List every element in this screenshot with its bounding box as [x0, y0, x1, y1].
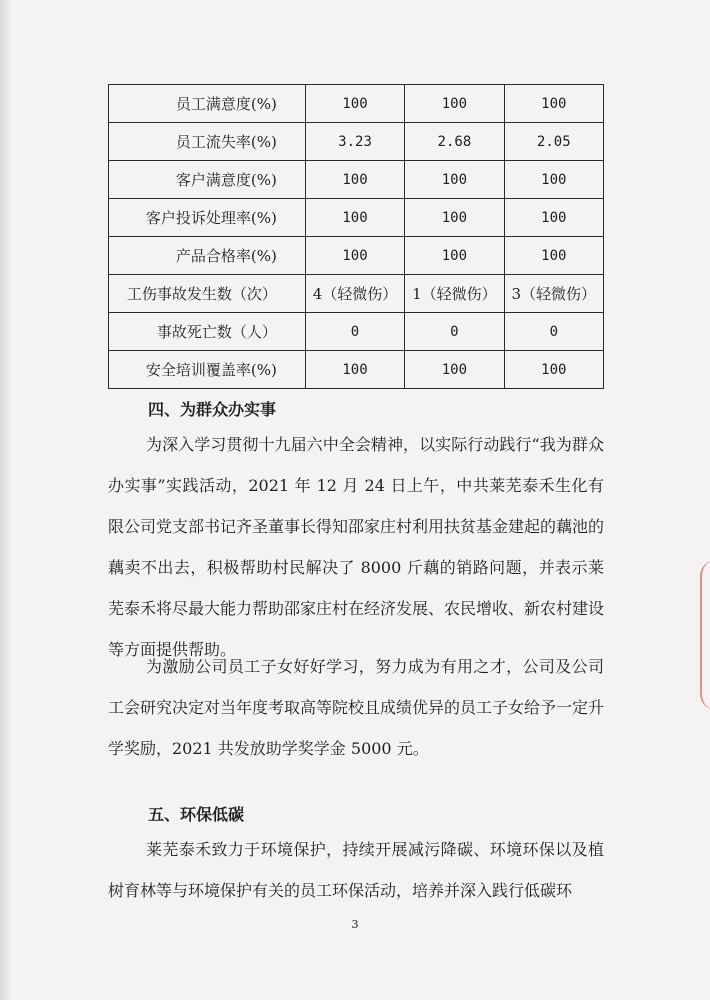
paragraph: 莱芜泰禾致力于环境保护，持续开展减污降碳、环境环保以及植树育林等与环境保护有关的员工环保活动，培养并深入践行低碳环: [108, 840, 604, 900]
red-seal-fragment: [700, 560, 710, 710]
table-cell: 4（轻微伤）: [305, 275, 404, 313]
section-heading: 四、为群众办实事: [148, 400, 277, 419]
table-row: [109, 275, 604, 313]
table-cell: 100: [405, 351, 504, 389]
table-row: [109, 123, 604, 161]
table-row: [109, 199, 604, 237]
table-row: [109, 351, 604, 389]
row-label: 员工流失率(%): [109, 123, 306, 161]
table-cell: 2.68: [405, 123, 504, 161]
table-cell: 100: [405, 161, 504, 199]
table-cell: 100: [405, 85, 504, 123]
table-cell: 0: [405, 313, 504, 351]
table-cell: 100: [305, 351, 404, 389]
table-cell: 100: [504, 237, 603, 275]
table-cell: 100: [504, 199, 603, 237]
page-number: 3: [351, 918, 359, 931]
row-label: 安全培训覆盖率(%): [109, 351, 306, 389]
metrics-table: [108, 84, 604, 389]
table-cell: 100: [504, 351, 603, 389]
table-cell: 100: [305, 85, 404, 123]
table-cell: 1（轻微伤）: [405, 275, 504, 313]
table-cell: 100: [305, 199, 404, 237]
paragraph: 为深入学习贯彻十九届六中全会精神，以实际行动践行“我为群众办实事”实践活动，2021 年 12 月 24 日上午，中共莱芜泰禾生化有限公司党支部书记齐圣董事长得知邵家庄村利用扶贫基金建起的藕池的藕卖不出去，积极帮助村民解决了 8000 斤藕的销路问题，并表示莱芜泰禾将尽最大能力帮助邵家庄村在经济发展、农民增收、新农村建设等方面提供帮助。: [108, 435, 605, 659]
row-label: 客户满意度(%): [109, 161, 306, 199]
table-cell: 100: [405, 237, 504, 275]
row-label: 事故死亡数（人）: [109, 313, 306, 351]
table-cell: 100: [504, 161, 603, 199]
row-label: 客户投诉处理率(%): [109, 199, 306, 237]
table-cell: 0: [504, 313, 603, 351]
scan-edge-shadow: [0, 0, 12, 1000]
table-row: [109, 313, 604, 351]
table-cell: 3.23: [305, 123, 404, 161]
table-cell: 3（轻微伤）: [504, 275, 603, 313]
table-cell: 2.05: [504, 123, 603, 161]
row-label: 工伤事故发生数（次）: [109, 275, 306, 313]
table-cell: 100: [305, 237, 404, 275]
section-heading: 五、环保低碳: [148, 805, 245, 824]
table-row: [109, 237, 604, 275]
table-cell: 0: [305, 313, 404, 351]
table-cell: 100: [405, 199, 504, 237]
table-row: [109, 161, 604, 199]
paragraph: 为激励公司员工子女好好学习，努力成为有用之才，公司及公司工会研究决定对当年度考取高等院校且成绩优异的员工子女给予一定升学奖励，2021 共发放助学奖学金 5000 元。: [108, 657, 605, 758]
row-label: 员工满意度(%): [109, 85, 306, 123]
table-cell: 100: [305, 161, 404, 199]
row-label: 产品合格率(%): [109, 237, 306, 275]
table-row: [109, 85, 604, 123]
table-cell: 100: [504, 85, 603, 123]
